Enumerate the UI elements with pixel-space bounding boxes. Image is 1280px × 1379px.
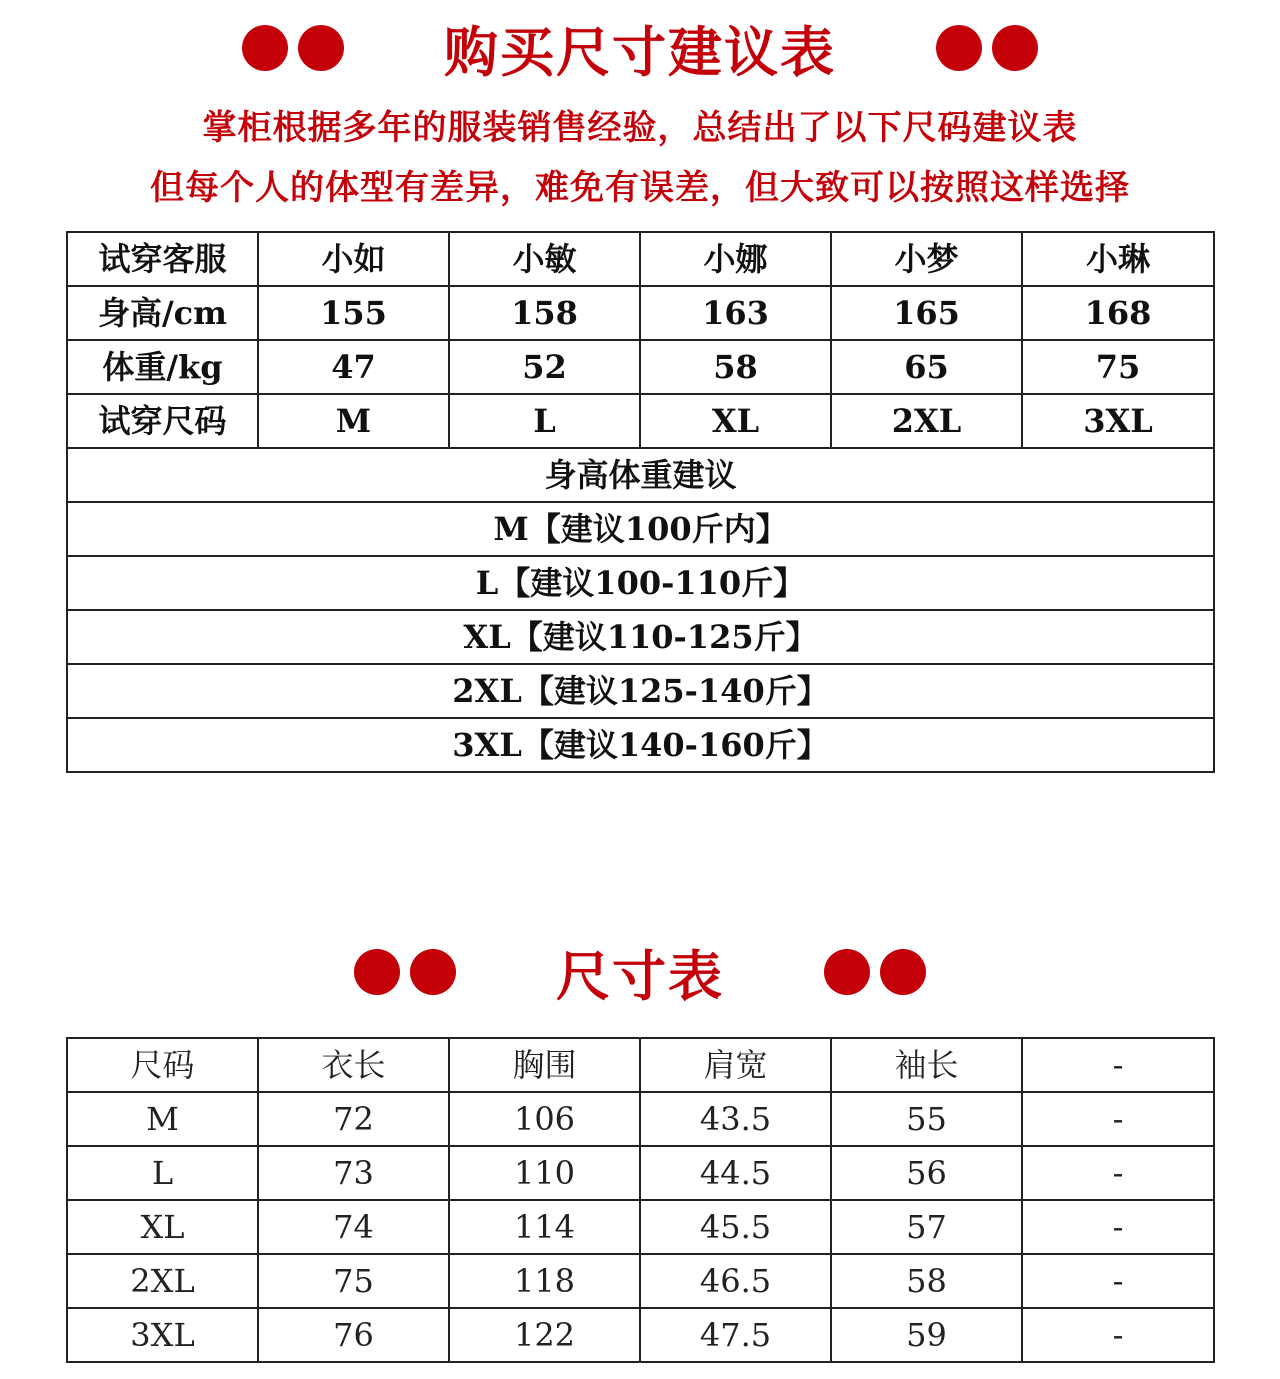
column-header: 衣长 (258, 1038, 449, 1092)
table-cell: - (1022, 1092, 1214, 1146)
table-cell: 72 (258, 1092, 449, 1146)
table-cell: 74 (258, 1200, 449, 1254)
advice-row: L【建议100-110斤】 (67, 556, 1214, 610)
recommend-title: 购买尺寸建议表 (444, 19, 836, 84)
table-cell: 65 (831, 340, 1022, 394)
table-cell: 158 (449, 286, 640, 340)
table-cell: 小琳 (1022, 232, 1214, 286)
decor-dots-right (936, 25, 1038, 71)
advice-header: 身高体重建议 (67, 448, 1214, 502)
table-row (67, 1308, 1214, 1362)
red-dot-icon (410, 949, 456, 995)
table-cell: 163 (640, 286, 831, 340)
table-cell: 58 (640, 340, 831, 394)
table-cell: 体重/kg (67, 340, 258, 394)
table-cell: 155 (258, 286, 449, 340)
table-cell: 身高/cm (67, 286, 258, 340)
recommend-table (66, 231, 1215, 773)
table-row (67, 1200, 1214, 1254)
advice-row: M【建议100斤内】 (67, 502, 1214, 556)
table-cell: 试穿尺码 (67, 394, 258, 448)
table-cell: XL (640, 394, 831, 448)
column-header: - (1022, 1038, 1214, 1092)
table-cell: 2XL (831, 394, 1022, 448)
table-cell: 小梦 (831, 232, 1022, 286)
table-cell: M (258, 394, 449, 448)
column-header: 袖长 (831, 1038, 1022, 1092)
decor-dots-left (354, 949, 456, 995)
table-cell: 110 (449, 1146, 640, 1200)
subtitle-line-2: 但每个人的体型有差异，难免有误差，但大致可以按照这样选择 (150, 168, 1130, 208)
table-cell: 114 (449, 1200, 640, 1254)
table-cell: - (1022, 1308, 1214, 1362)
table-row (67, 286, 1214, 340)
red-dot-icon (298, 25, 344, 71)
table-cell: 165 (831, 286, 1022, 340)
red-dot-icon (824, 949, 870, 995)
table-row (67, 664, 1214, 718)
table-cell: 试穿客服 (67, 232, 258, 286)
table-row (67, 394, 1214, 448)
table-cell: 57 (831, 1200, 1022, 1254)
advice-row: 3XL【建议140-160斤】 (67, 718, 1214, 772)
decor-dots-right (824, 949, 926, 995)
table-cell: 47.5 (640, 1308, 831, 1362)
column-header: 胸围 (449, 1038, 640, 1092)
table-row (67, 556, 1214, 610)
table-cell: 小娜 (640, 232, 831, 286)
table-cell: 43.5 (640, 1092, 831, 1146)
table-cell: 小敏 (449, 232, 640, 286)
table-row (67, 1146, 1214, 1200)
table-row (67, 232, 1214, 286)
table-cell: L (449, 394, 640, 448)
table-cell: 75 (258, 1254, 449, 1308)
table-cell: L (67, 1146, 258, 1200)
red-dot-icon (936, 25, 982, 71)
red-dot-icon (242, 25, 288, 71)
column-header: 尺码 (67, 1038, 258, 1092)
advice-row: XL【建议110-125斤】 (67, 610, 1214, 664)
advice-row: 2XL【建议125-140斤】 (67, 664, 1214, 718)
table-row (67, 1092, 1214, 1146)
table-cell: 3XL (67, 1308, 258, 1362)
table-cell: 75 (1022, 340, 1214, 394)
table-cell: - (1022, 1254, 1214, 1308)
table-cell: 76 (258, 1308, 449, 1362)
subtitle-line-1: 掌柜根据多年的服装销售经验，总结出了以下尺码建议表 (202, 108, 1078, 148)
table-cell: 44.5 (640, 1146, 831, 1200)
table-row (67, 340, 1214, 394)
table-cell: 168 (1022, 286, 1214, 340)
table-cell: 59 (831, 1308, 1022, 1362)
table-cell: XL (67, 1200, 258, 1254)
column-header: 肩宽 (640, 1038, 831, 1092)
table-row (67, 448, 1214, 502)
size-table (66, 1037, 1215, 1363)
table-cell: 58 (831, 1254, 1022, 1308)
table-cell: 52 (449, 340, 640, 394)
table-cell: 56 (831, 1146, 1022, 1200)
recommend-title-row (0, 16, 1280, 84)
table-cell: 55 (831, 1092, 1022, 1146)
table-row (67, 718, 1214, 772)
table-cell: 小如 (258, 232, 449, 286)
table-cell: 122 (449, 1308, 640, 1362)
table-header-row (67, 1038, 1214, 1092)
table-row (67, 610, 1214, 664)
table-cell: 106 (449, 1092, 640, 1146)
table-cell: - (1022, 1146, 1214, 1200)
red-dot-icon (354, 949, 400, 995)
table-cell: 2XL (67, 1254, 258, 1308)
decor-dots-left (242, 25, 344, 71)
table-row (67, 1254, 1214, 1308)
table-cell: M (67, 1092, 258, 1146)
table-cell: 46.5 (640, 1254, 831, 1308)
table-row (67, 502, 1214, 556)
red-dot-icon (992, 25, 1038, 71)
table-cell: 47 (258, 340, 449, 394)
table-cell: 45.5 (640, 1200, 831, 1254)
size-title-row (0, 940, 1280, 1008)
table-cell: 118 (449, 1254, 640, 1308)
size-title: 尺寸表 (556, 943, 724, 1008)
table-cell: 3XL (1022, 394, 1214, 448)
red-dot-icon (880, 949, 926, 995)
table-cell: 73 (258, 1146, 449, 1200)
table-cell: - (1022, 1200, 1214, 1254)
